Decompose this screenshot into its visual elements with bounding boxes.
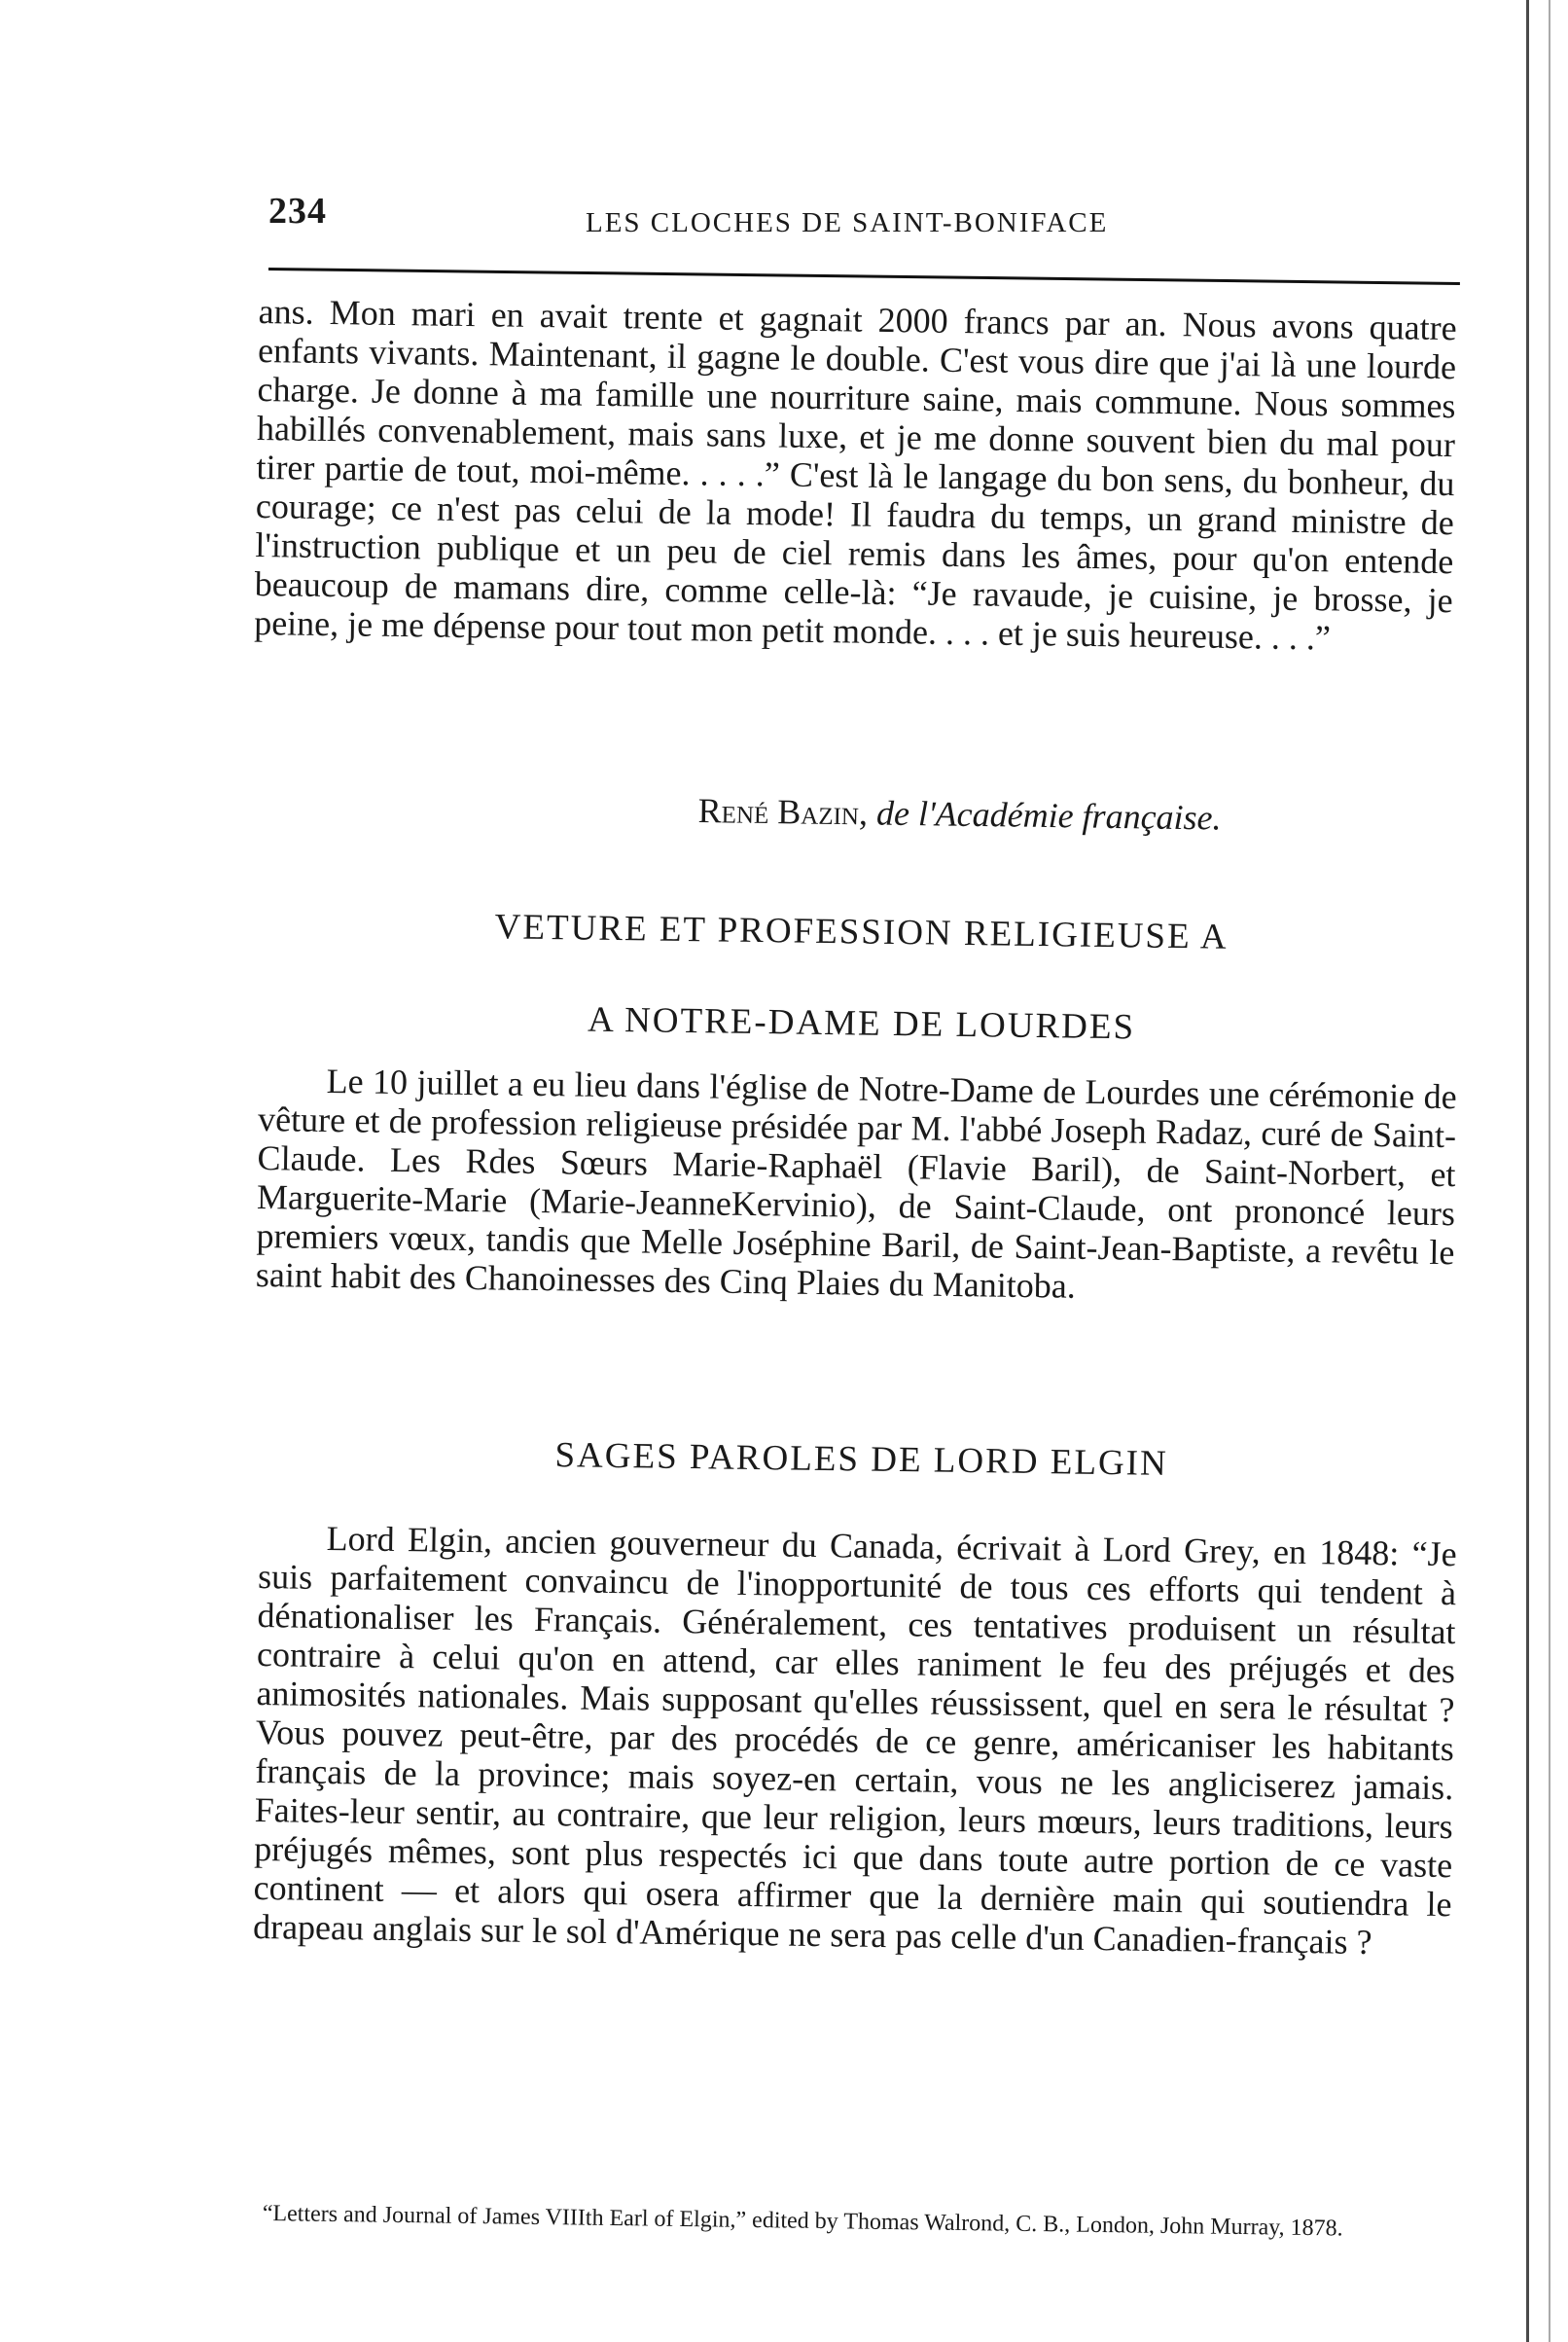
heading-lord-elgin: SAGES PAROLES DE LORD ELGIN <box>554 1435 1169 1484</box>
footnote-text: “Letters and Journal of James VIIIth Earl of Elgin,” edited by Thomas Walrond, C. B., London, John Murray, 1878. <box>262 2200 1343 2242</box>
heading-veture-line2: A NOTRE-DAME DE LOURDES <box>587 999 1136 1048</box>
footnote <box>195 2199 1459 2244</box>
article-veture-paragraph: Le 10 juillet a eu lieu dans l'église de Notre-Dame de Lourdes une cérémonie de vêture et de profession religieuse présidée par M. l'abbé Joseph Radaz, curé de Saint-Claude. Les Rdes Sœurs Marie-Raphaël (Flavie Baril), de Saint-Norbert, et Marguerite-Marie (Marie-JeanneKervinio), de Saint-Claude, ont prononcé leurs premiers vœux, tandis que Melle Joséphine Baril, de Saint-Jean-Baptiste, a revêtu le saint habit des Chanoinesses des Cinq Plaies du Manitoba. <box>255 1061 1457 1306</box>
signature-academy: de l'Académie française. <box>875 793 1222 838</box>
header-rule <box>268 268 1460 285</box>
page-header <box>268 190 1455 258</box>
running-title: LES CLOCHES DE SAINT-BONIFACE <box>586 207 1109 238</box>
page-edge-shadow <box>1526 0 1529 2342</box>
article-elgin-text <box>253 1518 1457 1963</box>
article-elgin-paragraph: Lord Elgin, ancien gouverneur du Canada, écrivait à Lord Grey, en 1848: “Je suis parfaitement convaincu de l'inopportunité de tous ces efforts qui tendent à dénationaliser les Français. Généralement, ces tentatives produisent un résultat contraire à celui qu'on en attend, car elles raniment le feu des préjugés et des animosités nationales. Mais supposant qu'elles réussissent, quel en sera le résultat ? Vous pouvez peut-être, par des procédés de ce genre, américaniser les habitants français de la province; mais soyez-en certain, vous ne les angliciserez jamais. Faites-leur sentir, au contraire, que leur religion, leurs mœurs, leurs traditions, leurs préjugés mêmes, sont plus respectés ici que dans toute autre portion de ce vaste continent — et alors qui osera affirmer que la dernière main qui soutiendra le drapeau anglais sur le sol d'Amérique ne sera pas celle d'un Canadien-français ? <box>252 1518 1457 1963</box>
article-bazin-paragraph: ans. Mon mari en avait trente et gagnait 2000 francs par an. Nous avons quatre enfants vivants. Maintenant, il gagne le double. C'est vous dire que j'ai là une lourde charge. Je donne à ma famille une nourriture saine, mais commune. Nous sommes habillés convenablement, mais sans luxe, et je me donne souvent bien du mal pour tirer partie de tout, moi-même. . . . .” C'est là le langage du bon sens, du bonheur, du courage; ce n'est pas celui de la mode! Il faudra du temps, un grand ministre de l'instruction publique et un peu de ciel remis dans les âmes, pour qu'on entende beaucoup de mamans dire, comme celle-là: “Je ravaude, je cuisine, je brosse, je peine, je me dépense pour tout mon petit monde. . . . et je suis heureuse. . . .” <box>253 292 1457 658</box>
article-bazin-text <box>254 292 1457 659</box>
article-veture-text <box>256 1061 1457 1311</box>
page-number: 234 <box>268 191 327 232</box>
signature-author: René Bazin, <box>697 790 869 833</box>
heading-veture-line1: VETURE ET PROFESSION RELIGIEUSE A <box>494 907 1229 957</box>
article-bazin-signature <box>697 790 1457 842</box>
page-edge-line <box>1549 0 1550 2342</box>
